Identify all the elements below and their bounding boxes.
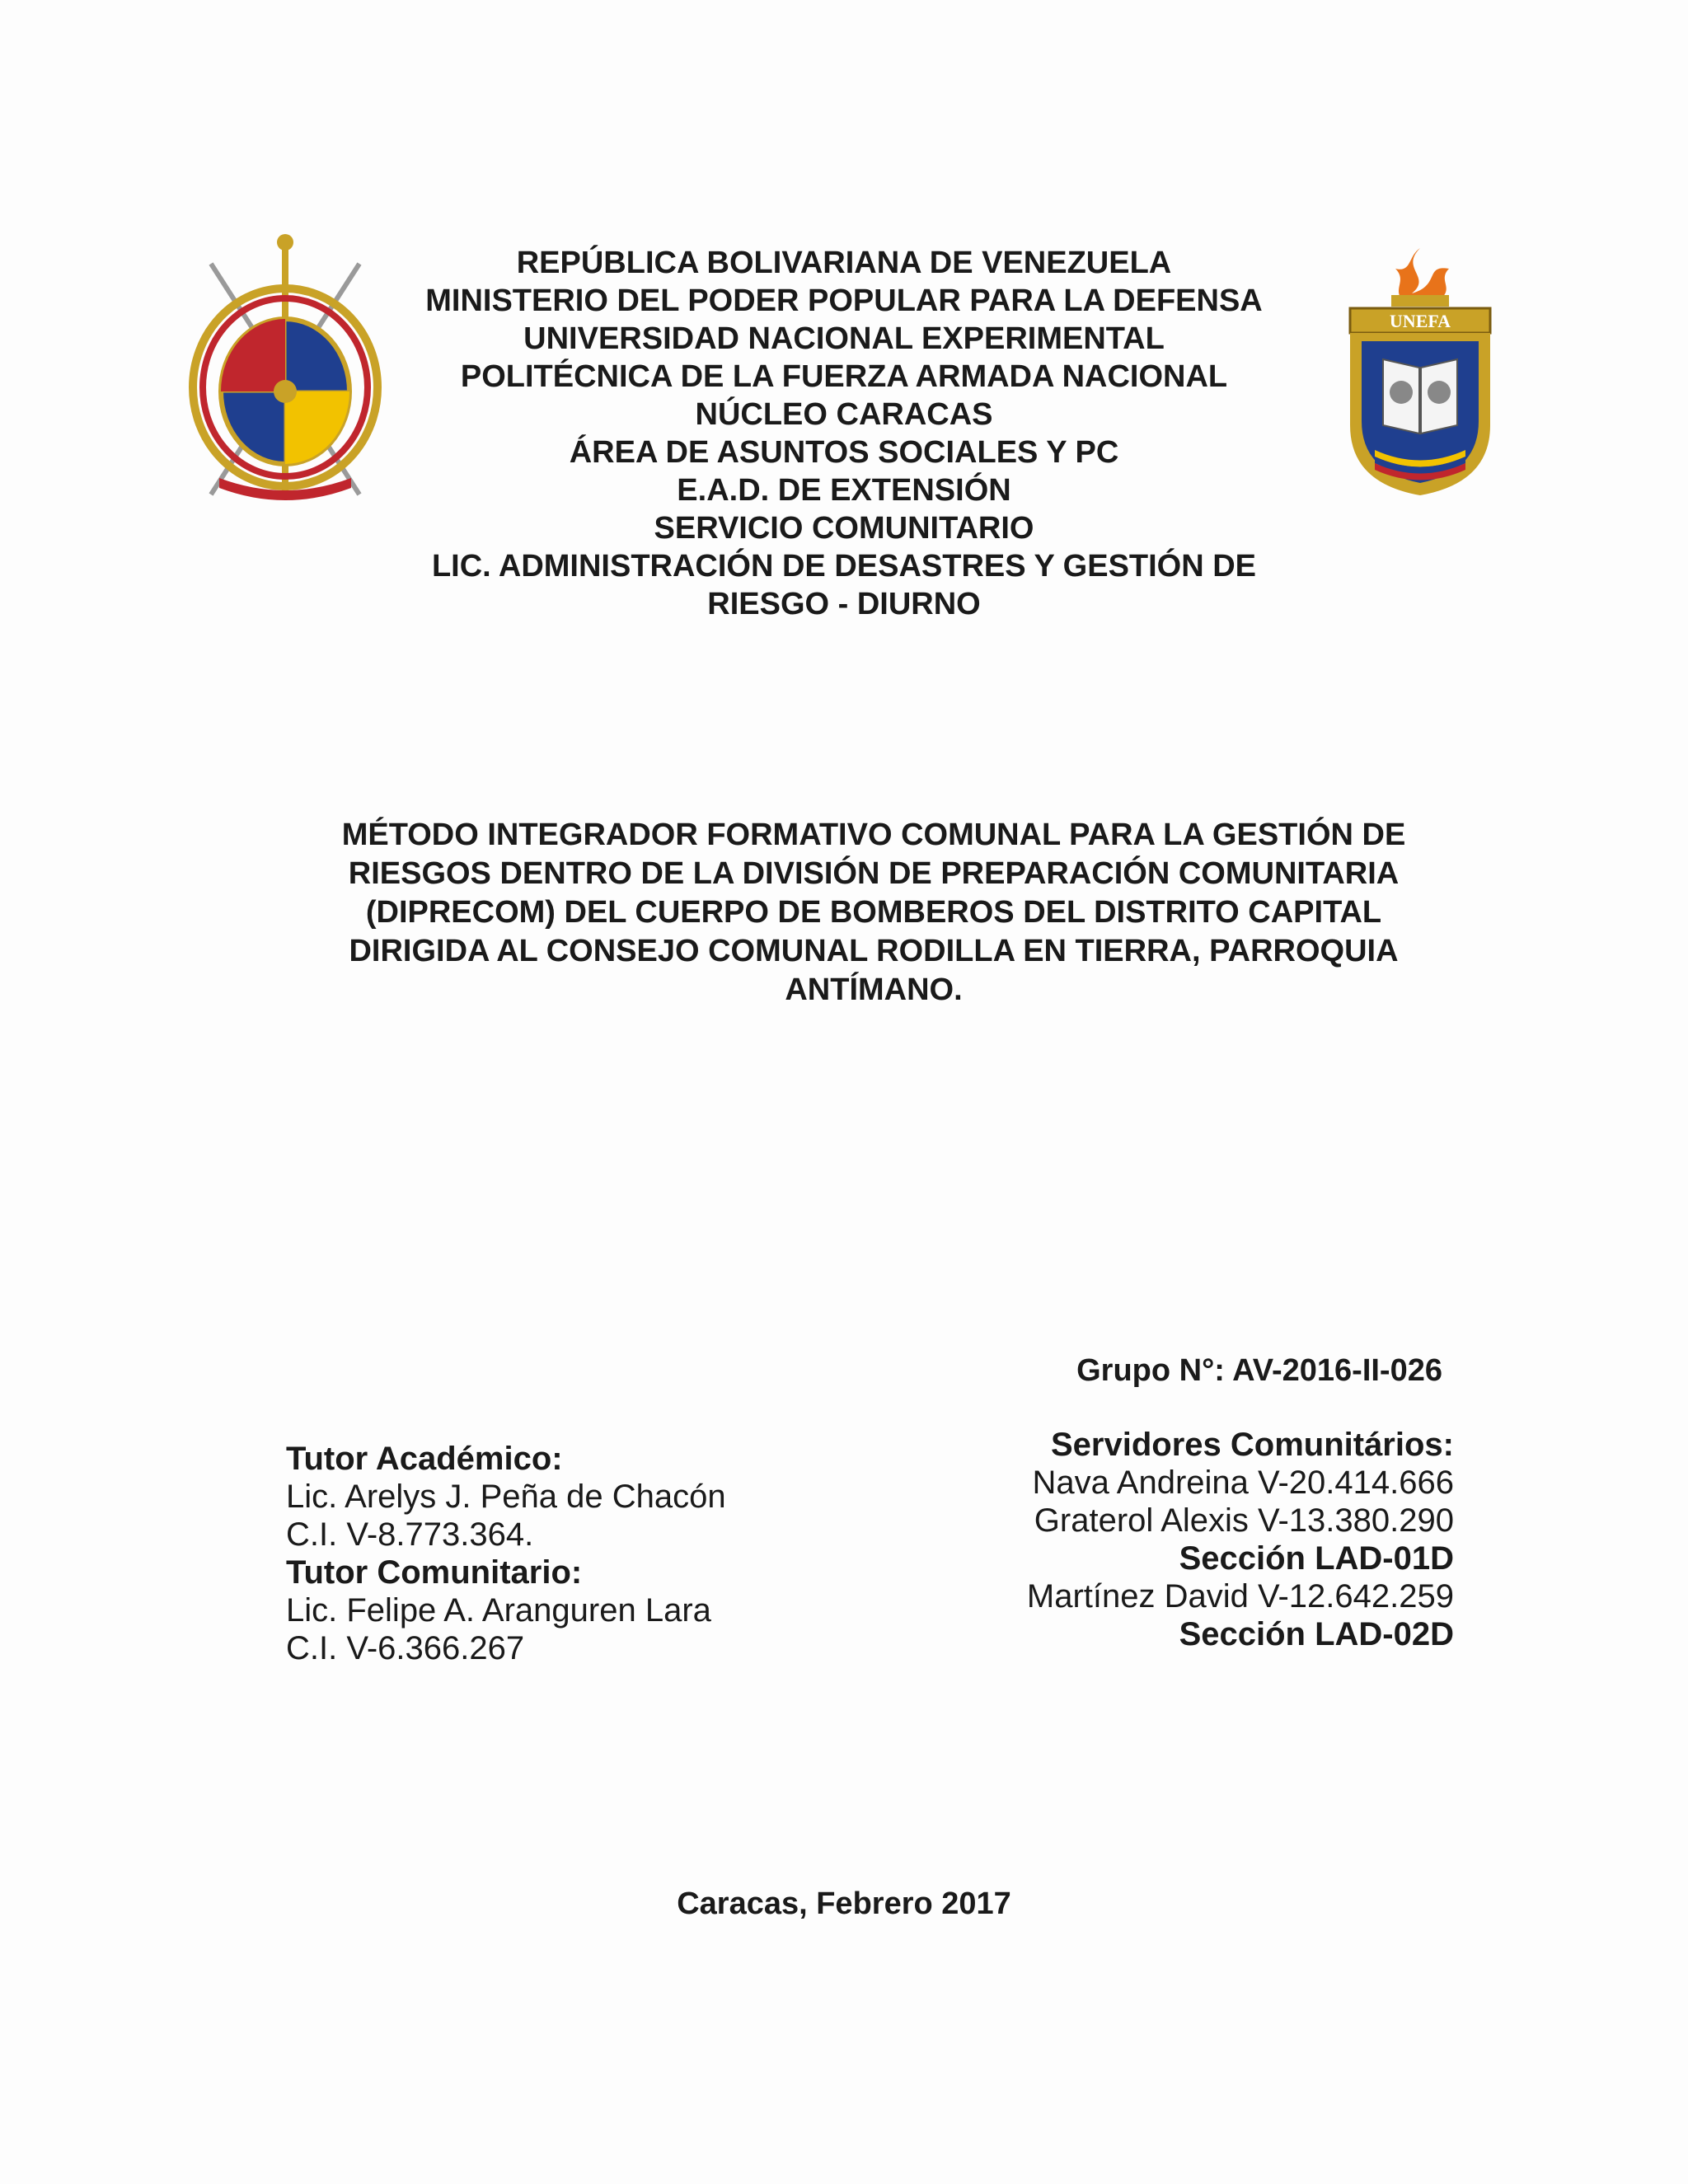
community-servers-block: [907, 1426, 1454, 1653]
tutors-block: [286, 1440, 863, 1667]
header-line: LIC. ADMINISTRACIÓN DE DESASTRES Y GESTIÓN DE: [431, 549, 1257, 583]
unefa-logo-text: UNEFA: [1389, 311, 1451, 331]
title-line: MÉTODO INTEGRADOR FORMATIVO COMUNAL PARA LA GESTIÓN DE: [341, 818, 1406, 852]
header-line: ÁREA DE ASUNTOS SOCIALES Y PC: [569, 435, 1119, 470]
servers-label: Servidores Comunitários:: [1050, 1427, 1454, 1463]
header-line: SERVICIO COMUNITARIO: [654, 511, 1034, 546]
section-label: Sección LAD-02D: [1179, 1616, 1454, 1652]
title-line: (DIPRECOM) DEL CUERPO DE BOMBEROS DEL DISTRITO CAPITAL: [365, 895, 1382, 930]
military-coat-of-arms-icon: [186, 231, 384, 503]
title-line: ANTÍMANO.: [785, 972, 963, 1007]
server-member: Nava Andreina V-20.414.666: [1032, 1465, 1454, 1501]
community-tutor-id: C.I. V-6.366.267: [286, 1630, 525, 1666]
section-label: Sección LAD-01D: [1179, 1540, 1454, 1577]
community-tutor-label: Tutor Comunitario:: [286, 1554, 583, 1591]
unefa-crest-icon: [1334, 244, 1507, 499]
group-number: Grupo N°: AV-2016-II-026: [1076, 1353, 1442, 1388]
institution-header: [363, 244, 1325, 623]
header-line: NÚCLEO CARACAS: [695, 397, 993, 432]
server-member: Graterol Alexis V-13.380.290: [1034, 1502, 1454, 1539]
header-line: MINISTERIO DEL PODER POPULAR PARA LA DEFENSA: [425, 284, 1263, 318]
community-tutor-name: Lic. Felipe A. Aranguren Lara: [286, 1592, 711, 1629]
place-date: Caracas, Febrero 2017: [677, 1886, 1011, 1921]
academic-tutor-id: C.I. V-8.773.364.: [286, 1516, 534, 1553]
header-line: UNIVERSIDAD NACIONAL EXPERIMENTAL: [523, 321, 1165, 356]
title-line: DIRIGIDA AL CONSEJO COMUNAL RODILLA EN TIERRA, PARROQUIA: [349, 934, 1399, 968]
server-member: Martínez David V-12.642.259: [1026, 1578, 1454, 1615]
academic-tutor-label: Tutor Académico:: [286, 1441, 563, 1477]
header-line: RIESGO - DIURNO: [707, 587, 981, 621]
header-line: REPÚBLICA BOLIVARIANA DE VENEZUELA: [516, 246, 1172, 280]
header-line: E.A.D. DE EXTENSIÓN: [677, 473, 1011, 508]
title-line: RIESGOS DENTRO DE LA DIVISIÓN DE PREPARACIÓN COMUNITARIA: [348, 856, 1400, 891]
document-title: [297, 816, 1451, 1010]
academic-tutor-name: Lic. Arelys J. Peña de Chacón: [286, 1479, 726, 1515]
header-line: POLITÉCNICA DE LA FUERZA ARMADA NACIONAL: [460, 359, 1228, 394]
